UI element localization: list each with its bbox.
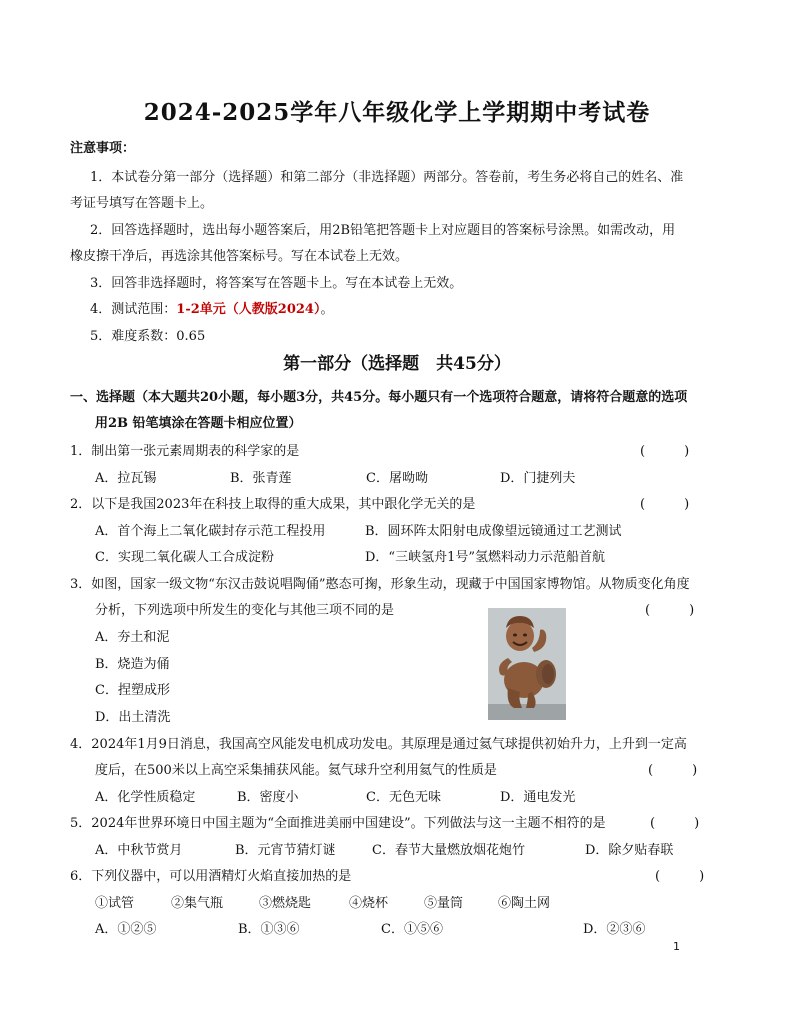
question-6-option-d: D．②③⑥ <box>583 922 646 937</box>
question-1-option-d: D．门捷列夫 <box>500 471 576 486</box>
question-1-option-b: B．张青莲 <box>230 471 292 486</box>
question-6-item-4: ④烧杯 <box>349 896 389 911</box>
question-6-item-1: ①试管 <box>95 896 135 911</box>
question-6-item-5: ⑤量筒 <box>424 896 464 911</box>
question-2-option-b: B．圆环阵太阳射电成像望远镜通过工艺测试 <box>365 524 622 539</box>
notice-item-2: 2．回答选择题时，选出每小题答案后，用2B铅笔把答题卡上对应题目的答案标号涂黑。如需改动，用 <box>90 223 676 238</box>
question-3-answer-bracket: ( ) <box>645 603 695 618</box>
question-2-option-d: D．“三峡氢舟1号”氢燃料动力示范船首航 <box>365 550 605 565</box>
question-3-option-c: C．捏塑成形 <box>95 683 170 698</box>
notice-item-2-cont: 橡皮擦干净后，再选涂其他答案标号。写在本试卷上无效。 <box>70 249 409 264</box>
question-5-option-b: B．元宵节猜灯谜 <box>235 843 336 858</box>
scope-suffix: 。 <box>320 302 334 317</box>
question-6-option-b: B．①③⑥ <box>238 922 300 937</box>
page-number: 1 <box>673 940 680 953</box>
scope-value: 1-2单元（人教版2024） <box>176 302 321 317</box>
question-4-stem-line-2: 度后，在500米以上高空采集捕获风能。氦气球升空利用氦气的性质是 <box>95 763 497 778</box>
instructions-line-1: 一、选择题（本大题共20小题，每小题3分，共45分。每小题只有一个选项符合题意，请将符合题意的选项 <box>70 390 688 405</box>
question-2-answer-bracket: ( ) <box>640 497 690 512</box>
question-3-stem-line-2: 分析，下列选项中所发生的变化与其他三项不同的是 <box>95 603 395 618</box>
question-6-item-3: ③燃烧匙 <box>259 896 312 911</box>
question-1-option-a: A．拉瓦锡 <box>95 471 157 486</box>
notice-item-5: 5．难度系数：0.65 <box>90 329 206 344</box>
question-2-stem: 2．以下是我国2023年在科技上取得的重大成果，其中跟化学无关的是 <box>70 497 476 512</box>
scope-prefix: 4．测试范围： <box>90 302 177 317</box>
question-5-answer-bracket: ( ) <box>650 816 700 831</box>
question-6-stem: 6．下列仪器中，可以用酒精灯火焰直接加热的是 <box>70 869 352 884</box>
question-6-item-6: ⑥陶土网 <box>498 896 551 911</box>
question-4-option-b: B．密度小 <box>237 790 299 805</box>
question-1-answer-bracket: ( ) <box>640 444 690 459</box>
notice-item-1: 1．本试卷分第一部分（选择题）和第二部分（非选择题）两部分。答卷前，考生务必将自己的姓名、准 <box>90 170 684 185</box>
question-5-option-c: C．春节大量燃放烟花炮竹 <box>372 843 525 858</box>
question-4-option-d: D．通电发光 <box>500 790 576 805</box>
exam-title: 2024-2025学年八年级化学上学期期中考试卷 <box>143 99 651 126</box>
notice-item-1-cont: 考证号填写在答题卡上。 <box>70 196 214 211</box>
question-3-option-b: B．烧造为俑 <box>95 657 170 672</box>
question-6-option-a: A．①②⑤ <box>95 922 157 937</box>
notice-item-4 <box>90 298 333 317</box>
question-1-option-c: C．屠呦呦 <box>366 471 428 486</box>
pottery-figurine-drawing <box>488 608 566 720</box>
question-3-option-d: D．出土清洗 <box>95 710 171 725</box>
question-4-answer-bracket: ( ) <box>648 763 698 778</box>
section-title: 第一部分（选择题 共45分） <box>283 354 511 374</box>
question-6-item-2: ②集气瓶 <box>171 896 224 911</box>
question-4-option-c: C．无色无味 <box>366 790 441 805</box>
question-5-option-d: D．除夕贴春联 <box>585 843 674 858</box>
question-3-stem-line-1: 3．如图，国家一级文物“东汉击鼓说唱陶俑”憨态可掬，形象生动，现藏于中国国家博物馆。从物质变化角度 <box>70 577 690 592</box>
question-4-option-a: A．化学性质稳定 <box>95 790 196 805</box>
question-5-option-a: A．中秋节赏月 <box>95 843 183 858</box>
pottery-figurine-image <box>488 608 566 720</box>
notice-item-3: 3．回答非选择题时，将答案写在答题卡上。写在本试卷上无效。 <box>90 276 463 291</box>
question-5-stem: 5．2024年世界环境日中国主题为“全面推进美丽中国建设”。下列做法与这一主题不相符的是 <box>70 816 606 831</box>
question-3-option-a: A．夯土和泥 <box>95 630 170 645</box>
question-2-option-a: A．首个海上二氧化碳封存示范工程投用 <box>95 524 326 539</box>
question-2-option-c: C．实现二氧化碳人工合成淀粉 <box>95 550 274 565</box>
question-1-stem: 1．制出第一张元素周期表的科学家的是 <box>70 444 300 459</box>
question-6-option-c: C．①⑤⑥ <box>381 922 443 937</box>
question-6-answer-bracket: ( ) <box>655 869 705 884</box>
question-4-stem-line-1: 4．2024年1月9日消息，我国高空风能发电机成功发电。其原理是通过氦气球提供初始升力，上升到一定高 <box>70 737 687 752</box>
instructions-line-2: 用2B 铅笔填涂在答题卡相应位置） <box>95 416 302 431</box>
notice-heading: 注意事项： <box>70 141 136 156</box>
